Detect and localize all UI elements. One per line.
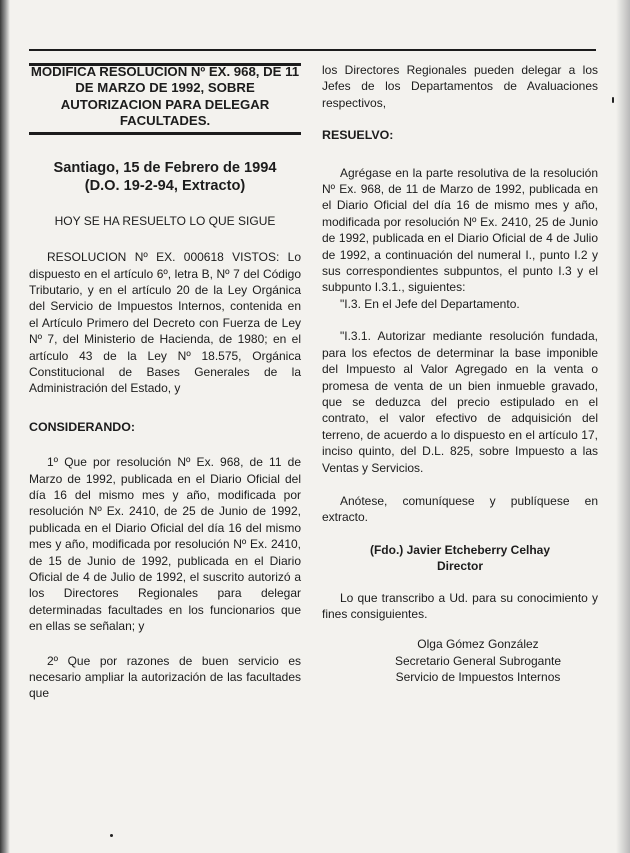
right-column xyxy=(322,62,598,686)
resolved-heading: HOY SE HA RESUELTO LO QUE SIGUE xyxy=(54,213,276,228)
closing-paragraph: Anótese, comuníquese y publíquese en extracto. xyxy=(322,493,598,525)
considerando-item-1: 1º Que por resolución Nº Ex. 968, de 11 de Marzo de 1992, publicada en el Diario Oficial del día 16 del mismo mes y año, modificada por resolución Nº Ex. 2410, de 25 de Junio de 1992, publicada en el Diario Oficial del día 16 del mismo mes y año, modificada por resolución Nº Ex. 2410, de 15 de Junio de 1992, publicada en el Diario Oficial de 4 de Julio de 1992, el suscrito autorizó a los Directores Regionales para delegar determinadas facultades en los funcionarios que en ellas se señalan; y xyxy=(29,455,301,634)
quote-point-1-3: "I.3. En el Jefe del Departamento. xyxy=(340,296,520,311)
place-date: Santiago, 15 de Febrero de 1994 xyxy=(53,159,277,176)
secretary-org: Servicio de Impuestos Internos xyxy=(395,670,561,685)
page-edge-shadow-right xyxy=(616,0,630,853)
resuelvo-heading: RESUELVO: xyxy=(322,128,394,143)
quote-subpoint-1-3-1: "I.3.1. Autorizar mediante resolución fundada, para los efectos de determinar la base imponible del Impuesto al Valor Agregado en la venta o promesa de venta de un bien inmueble gravado, que se deduzca del precio estipulado en el contrato, el valor efectivo de adquisición del terreno, de acuerdo a lo dispuesto en el artículo 17, inciso quinto, del D.L. 825, sobre Impuesto a las Ventas y Servicios. xyxy=(322,329,598,475)
top-rule xyxy=(29,49,596,51)
scan-speck xyxy=(110,834,113,837)
secretary-title: Secretario General Subrogante xyxy=(394,653,562,668)
transcription-note: Lo que transcribo a Ud. para su conocimiento y fines consiguientes. xyxy=(322,590,598,621)
secretary-name: Olga Gómez González xyxy=(417,637,539,652)
secretary-block xyxy=(322,636,598,685)
official-reference: (D.O. 19-2-94, Extracto) xyxy=(84,177,246,194)
signatory-title: Director xyxy=(436,559,483,574)
scan-speck xyxy=(612,97,614,103)
headline: MODIFICA RESOLUCION Nº EX. 968, DE 11 DE MARZO DE 1992, SOBRE AUTORIZACION PARA DELEGAR FACULTADES. xyxy=(30,64,300,128)
vistos-paragraph: RESOLUCION Nº EX. 000618 VISTOS: Lo dispuesto en el artículo 6º, letra B, Nº 7 del Código Tributario, y en el artículo 20 de la Ley Orgánica del Servicio de Impuestos Internos, contenida en el Artículo Primero del Decreto con Fuerza de Ley Nº 7, del Ministerio de Hacienda, de 1980; en el artículo 43 de la Ley Nº 18.575, Orgánica Constitucional de Bases Generales de la Administración del Estado, y xyxy=(29,250,301,396)
resuelvo-paragraph: Agrégase en la parte resolutiva de la resolución Nº Ex. 968, de 11 de Marzo de 1992, publicada en el Diario Oficial del día 16 de mismo mes y año, modificada por resolución Nº Ex. 2410, 25 de Junio de 1992, publicada en el Diario Oficial de 4 de Julio de 1992, a continuación del numeral I., punto I.2 y sus correspondientes subpuntos, el punto I.3 y el subpunto I.3.1., siguientes: xyxy=(322,165,598,295)
considerando-heading: CONSIDERANDO: xyxy=(29,419,136,434)
signatory-name: (Fdo.) Javier Etcheberry Celhay xyxy=(369,542,551,557)
considerando-item-2-continued: los Directores Regionales pueden delegar a los Jefes de los Departamentos de Avaluaciones respectivos, xyxy=(322,63,598,110)
headline-rule-bottom xyxy=(29,132,301,135)
considerando-item-2: 2º Que por razones de buen servicio es necesario ampliar la autorización de las facultades que xyxy=(29,653,301,701)
page-edge-shadow-left xyxy=(0,0,10,853)
left-column xyxy=(29,60,301,702)
